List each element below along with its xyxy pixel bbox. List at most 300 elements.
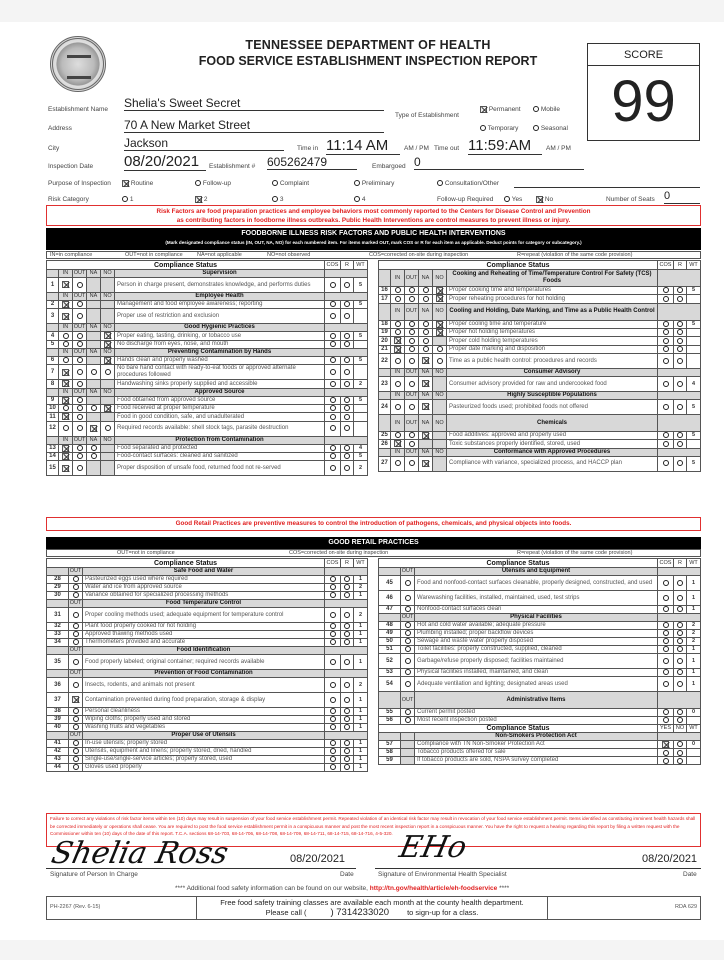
radio-circle-icon[interactable] — [330, 301, 336, 307]
radio-circle-icon[interactable] — [409, 321, 415, 327]
radio-circle-icon[interactable] — [405, 646, 411, 652]
radio-circle-icon[interactable] — [344, 397, 350, 403]
radio-circle-icon[interactable] — [344, 708, 350, 714]
radio-circle-icon[interactable] — [677, 460, 683, 466]
radio-circle-icon[interactable] — [330, 592, 336, 598]
radio-circle-icon[interactable] — [330, 659, 336, 665]
radio-circle-icon[interactable] — [344, 465, 350, 471]
radio-circle-icon[interactable] — [677, 658, 683, 664]
radio-circle-icon[interactable] — [77, 301, 83, 307]
risk-2-option[interactable]: 2 — [195, 196, 207, 203]
radio-circle-icon[interactable] — [405, 658, 411, 664]
consultation-other-line[interactable] — [514, 180, 700, 188]
radio-circle-icon[interactable] — [330, 756, 336, 762]
radio-circle-icon[interactable] — [77, 453, 83, 459]
item-weight — [687, 329, 701, 337]
table-row — [379, 638, 701, 646]
phone-number: ) 7314233020 — [330, 907, 390, 918]
marked-x-icon[interactable] — [104, 332, 111, 339]
marked-x-icon[interactable] — [422, 460, 429, 467]
item-weight — [687, 337, 701, 345]
radio-circle-icon[interactable] — [677, 681, 683, 687]
person-in-charge-signature[interactable]: Shelia Ross — [48, 836, 232, 871]
section-header: Food Temperature Control — [83, 600, 325, 608]
item-number: 30 — [47, 592, 69, 600]
radio-circle-icon[interactable] — [677, 296, 683, 302]
radio-circle-icon[interactable] — [663, 381, 669, 387]
radio-circle-icon — [437, 180, 443, 186]
risk-3-option[interactable]: 3 — [272, 196, 283, 203]
radio-circle-icon[interactable] — [663, 346, 669, 352]
radio-circle-icon[interactable] — [344, 333, 350, 339]
radio-circle-icon[interactable] — [677, 441, 683, 447]
radio-circle-icon[interactable] — [663, 321, 669, 327]
radio-circle-icon[interactable] — [77, 425, 83, 431]
radio-circle-icon[interactable] — [409, 346, 415, 352]
radio-circle-icon[interactable] — [423, 321, 429, 327]
radio-circle-icon[interactable] — [437, 346, 443, 352]
radio-circle-icon[interactable] — [344, 724, 350, 730]
radio-circle-icon[interactable] — [423, 338, 429, 344]
radio-circle-icon[interactable] — [409, 460, 415, 466]
report-title-line2: FOOD SERVICE ESTABLISHMENT INSPECTION REPORT — [198, 54, 538, 68]
radio-circle-icon[interactable] — [344, 341, 350, 347]
radio-circle-icon[interactable] — [663, 329, 669, 335]
marked-x-icon[interactable] — [104, 405, 111, 412]
radio-circle-icon[interactable] — [344, 612, 350, 618]
radio-circle-icon[interactable] — [405, 669, 411, 675]
item-weight: 2 — [354, 461, 368, 476]
marked-x-icon[interactable] — [90, 425, 97, 432]
marked-x-icon[interactable] — [394, 346, 401, 353]
marked-x-icon[interactable] — [394, 337, 401, 344]
radio-circle-icon[interactable] — [677, 338, 683, 344]
radio-circle-icon[interactable] — [663, 432, 669, 438]
item-number: 28 — [47, 576, 69, 584]
table-row — [47, 396, 368, 404]
radio-circle-icon[interactable] — [91, 445, 97, 451]
inspection-date-field[interactable]: 08/20/2021 — [124, 154, 206, 171]
item-weight: 5 — [354, 332, 368, 340]
table-row — [47, 332, 368, 340]
marked-x-icon[interactable] — [422, 432, 429, 439]
radio-circle-icon[interactable] — [73, 623, 79, 629]
radio-circle-icon[interactable] — [77, 381, 83, 387]
radio-circle-icon[interactable] — [663, 580, 669, 586]
radio-circle-icon[interactable] — [395, 432, 401, 438]
marked-x-icon[interactable] — [422, 403, 429, 410]
radio-circle-icon[interactable] — [77, 465, 83, 471]
fbi-table-right: Compliance Status COS R WT IN OUT NA NO Cooking and Reheating of Time/Temperature Control For Safety (TCS) Foods 16 Proper cooking time and temperatures 5 17 Proper reheating procedures for hot holding IN OUT NA NO Cooling and Holding, Date Marking, and Time as a Public Health Control 18 Proper cooling time and temperature 5 19 Proper hot holding temperatures 20 Proper cold holding temperatures 21 Proper date marking and disposition 22 Time as a public health control: procedures and records IN OUT NA NO Consumer Advisory 23 Consumer advisory provided for raw and undercooked food 4 IN OUT NA NO Highly Susceptible Populations 24 Pasteurized foods used; prohibited foods not offered 5 IN OUT NA NO Chemicals 25 Food additives: approved and properly used 5 26 Toxic substances properly identified, stored, used IN OUT NA NO Conformance with Approved Procedures 27 Compliance with variance, specialized process, and HACCP plan 5 — [378, 260, 701, 472]
radio-circle-icon[interactable] — [677, 741, 683, 747]
radio-circle-icon[interactable] — [63, 425, 69, 431]
radio-circle-icon[interactable] — [395, 381, 401, 387]
type-mobile-option[interactable]: Mobile — [533, 106, 560, 113]
marked-x-icon[interactable] — [62, 301, 69, 308]
city-field[interactable]: Jackson — [124, 136, 284, 151]
embargoed-field[interactable]: 0 — [414, 155, 584, 170]
radio-circle-icon[interactable] — [677, 595, 683, 601]
radio-circle-icon[interactable] — [663, 441, 669, 447]
radio-circle-icon[interactable] — [405, 717, 411, 723]
marked-x-icon[interactable] — [436, 295, 443, 302]
marked-x-icon[interactable] — [662, 741, 669, 748]
radio-circle-icon[interactable] — [663, 658, 669, 664]
radio-circle-icon[interactable] — [330, 708, 336, 714]
radio-circle-icon[interactable] — [344, 584, 350, 590]
radio-circle-icon[interactable] — [409, 338, 415, 344]
radio-circle-icon[interactable] — [677, 717, 683, 723]
radio-circle-icon[interactable] — [330, 397, 336, 403]
radio-circle-icon[interactable] — [77, 445, 83, 451]
establishment-name-field[interactable]: Shelia's Sweet Secret — [124, 96, 384, 111]
marked-x-icon[interactable] — [72, 696, 79, 703]
radio-circle-icon[interactable] — [405, 595, 411, 601]
table-row — [379, 377, 701, 392]
item-weight — [687, 717, 701, 725]
purpose-routine-option[interactable]: Routine — [122, 180, 153, 187]
radio-circle-icon[interactable] — [677, 622, 683, 628]
radio-circle-icon[interactable] — [663, 669, 669, 675]
radio-circle-icon[interactable] — [344, 764, 350, 770]
radio-circle-icon[interactable] — [63, 333, 69, 339]
radio-circle-icon[interactable] — [677, 432, 683, 438]
marked-x-icon[interactable] — [104, 357, 111, 364]
ehs-signature[interactable]: EHo — [396, 830, 470, 865]
radio-circle-icon[interactable] — [330, 740, 336, 746]
radio-circle-icon[interactable] — [330, 623, 336, 629]
marked-x-icon[interactable] — [436, 287, 443, 294]
radio-circle-icon[interactable] — [77, 369, 83, 375]
radio-circle-icon[interactable] — [344, 425, 350, 431]
item-description: Warewashing facilities, installed, maintained, used, test strips — [415, 591, 658, 606]
radio-circle-icon[interactable] — [330, 697, 336, 703]
marked-x-icon[interactable] — [62, 281, 69, 288]
radio-circle-icon[interactable] — [73, 682, 79, 688]
radio-circle-icon[interactable] — [663, 338, 669, 344]
radio-circle-icon[interactable] — [77, 357, 83, 363]
marked-x-icon[interactable] — [104, 341, 111, 348]
radio-circle-icon[interactable] — [395, 404, 401, 410]
radio-circle-icon[interactable] — [330, 748, 336, 754]
risk-1-option[interactable]: 1 — [122, 196, 133, 203]
radio-circle-icon[interactable] — [677, 638, 683, 644]
marked-x-icon[interactable] — [62, 369, 69, 376]
radio-circle-icon[interactable] — [677, 750, 683, 756]
marked-x-icon[interactable] — [436, 329, 443, 336]
table-row — [379, 354, 701, 369]
radio-circle-icon[interactable] — [405, 709, 411, 715]
radio-circle-icon[interactable] — [344, 748, 350, 754]
radio-circle-icon[interactable] — [73, 764, 79, 770]
time-out-field[interactable]: 11:59:AM — [468, 138, 542, 155]
radio-circle-icon[interactable] — [77, 282, 83, 288]
radio-circle-icon[interactable] — [344, 631, 350, 637]
radio-circle-icon[interactable] — [344, 445, 350, 451]
radio-circle-icon[interactable] — [344, 756, 350, 762]
radio-circle-icon[interactable] — [77, 333, 83, 339]
marked-x-icon[interactable] — [62, 397, 69, 404]
radio-circle-icon[interactable] — [344, 623, 350, 629]
followup-no-option[interactable]: No — [536, 196, 553, 203]
radio-circle-icon[interactable] — [409, 287, 415, 293]
marked-x-icon[interactable] — [62, 465, 69, 472]
marked-x-icon[interactable] — [394, 440, 401, 447]
item-number: 49 — [379, 630, 401, 638]
marked-x-icon[interactable] — [62, 453, 69, 460]
radio-circle-icon[interactable] — [73, 708, 79, 714]
item-description: Food-contact surfaces: cleaned and sanitized — [115, 453, 325, 461]
radio-circle-icon[interactable] — [77, 405, 83, 411]
radio-circle-icon[interactable] — [344, 453, 350, 459]
radio-circle-icon[interactable] — [663, 758, 669, 764]
item-weight: 5 — [687, 456, 701, 471]
marked-x-icon[interactable] — [62, 413, 69, 420]
radio-circle-icon[interactable] — [330, 576, 336, 582]
risk-4-option[interactable]: 4 — [354, 196, 365, 203]
radio-circle-icon[interactable] — [423, 329, 429, 335]
establishment-number-field[interactable]: 605262479 — [267, 155, 357, 170]
marked-x-icon[interactable] — [422, 357, 429, 364]
radio-circle-icon[interactable] — [677, 287, 683, 293]
radio-circle-icon[interactable] — [409, 441, 415, 447]
fbi-section-subtitle: (Mark designated compliance status (IN, OUT, NA, NO) for each numbered item. For items marked OUT, mark COS or R for each item as applicable. Deduct points for category or subcategory.) — [165, 240, 582, 245]
radio-circle-icon[interactable] — [409, 358, 415, 364]
radio-circle-icon[interactable] — [663, 622, 669, 628]
marked-x-icon[interactable] — [62, 445, 69, 452]
radio-circle-icon[interactable] — [677, 580, 683, 586]
radio-circle-icon[interactable] — [405, 630, 411, 636]
item-number: 53 — [379, 669, 401, 677]
radio-circle-icon — [272, 196, 278, 202]
radio-circle-icon[interactable] — [344, 592, 350, 598]
marked-x-icon[interactable] — [422, 380, 429, 387]
radio-circle-icon[interactable] — [405, 638, 411, 644]
radio-circle-icon[interactable] — [330, 682, 336, 688]
top-edge — [0, 0, 724, 22]
radio-circle-icon[interactable] — [330, 453, 336, 459]
item-description: Most recent inspection posted — [415, 717, 658, 725]
radio-circle-icon[interactable] — [395, 358, 401, 364]
radio-circle-icon[interactable] — [73, 612, 79, 618]
radio-circle-icon[interactable] — [73, 631, 79, 637]
radio-circle-icon[interactable] — [344, 659, 350, 665]
purpose-complaint-option[interactable]: Complaint — [272, 180, 309, 187]
item-description: Management and food employee awareness; reporting — [115, 301, 325, 309]
radio-circle-icon[interactable] — [409, 404, 415, 410]
purpose-consultation-option[interactable]: Consultation/Other — [437, 180, 499, 187]
radio-circle-icon[interactable] — [409, 329, 415, 335]
radio-circle-icon[interactable] — [677, 606, 683, 612]
radio-circle-icon[interactable] — [663, 460, 669, 466]
radio-circle-icon[interactable] — [330, 369, 336, 375]
radio-circle-icon[interactable] — [663, 404, 669, 410]
radio-circle-icon[interactable] — [423, 346, 429, 352]
radio-circle-icon[interactable] — [663, 717, 669, 723]
radio-circle-icon[interactable] — [344, 313, 350, 319]
radio-circle-icon[interactable] — [405, 606, 411, 612]
radio-circle-icon[interactable] — [344, 740, 350, 746]
item-description: Food in good condition, safe, and unadulterated — [115, 413, 325, 421]
radio-circle-icon[interactable] — [409, 381, 415, 387]
radio-circle-icon[interactable] — [677, 358, 683, 364]
radio-circle-icon[interactable] — [73, 584, 79, 590]
radio-circle-icon[interactable] — [395, 321, 401, 327]
radio-circle-icon[interactable] — [423, 287, 429, 293]
radio-circle-icon[interactable] — [330, 716, 336, 722]
radio-circle-icon[interactable] — [105, 425, 111, 431]
radio-circle-icon[interactable] — [663, 646, 669, 652]
radio-circle-icon[interactable] — [677, 630, 683, 636]
radio-circle-icon[interactable] — [344, 639, 350, 645]
radio-circle-icon[interactable] — [344, 682, 350, 688]
item-weight: 1 — [354, 748, 368, 756]
marked-x-icon[interactable] — [62, 313, 69, 320]
radio-circle-icon[interactable] — [663, 595, 669, 601]
radio-circle-icon[interactable] — [91, 453, 97, 459]
radio-circle-icon[interactable] — [677, 381, 683, 387]
radio-circle-icon — [195, 180, 201, 186]
radio-circle-icon[interactable] — [437, 358, 443, 364]
radio-circle-icon[interactable] — [73, 639, 79, 645]
radio-circle-icon[interactable] — [330, 381, 336, 387]
radio-circle-icon[interactable] — [73, 716, 79, 722]
radio-circle-icon[interactable] — [405, 580, 411, 586]
seats-field[interactable]: 0 — [664, 189, 700, 204]
radio-circle-icon[interactable] — [663, 606, 669, 612]
radio-circle-icon — [533, 106, 539, 112]
radio-circle-icon[interactable] — [677, 329, 683, 335]
grp-legend: OUT=not in compliance COS=corrected on-site during inspection R=repeat (violation of the same code provision) — [46, 549, 701, 557]
type-permanent-option[interactable]: Permanent — [480, 106, 521, 113]
radio-circle-icon[interactable] — [77, 397, 83, 403]
radio-circle-icon[interactable] — [395, 460, 401, 466]
radio-circle-icon[interactable] — [330, 405, 336, 411]
website-link[interactable]: http://tn.gov/health/article/eh-foodservice — [369, 885, 498, 892]
radio-circle-icon[interactable] — [77, 313, 83, 319]
radio-circle-icon[interactable] — [330, 639, 336, 645]
radio-circle-icon[interactable] — [677, 346, 683, 352]
radio-circle-icon[interactable] — [344, 697, 350, 703]
radio-circle-icon[interactable] — [330, 724, 336, 730]
radio-circle-icon[interactable] — [395, 287, 401, 293]
item-description: Food and nonfood-contact surfaces cleanable, properly designed, constructed, and used — [415, 576, 658, 591]
radio-circle-icon[interactable] — [395, 329, 401, 335]
pic-date: 08/20/2021 — [290, 853, 346, 865]
radio-circle-icon[interactable] — [344, 357, 350, 363]
radio-circle-icon[interactable] — [63, 405, 69, 411]
marked-x-icon[interactable] — [436, 321, 443, 328]
radio-circle-icon[interactable] — [663, 681, 669, 687]
radio-circle-icon[interactable] — [344, 576, 350, 582]
radio-circle-icon[interactable] — [677, 669, 683, 675]
radio-circle-icon[interactable] — [663, 709, 669, 715]
address-field[interactable]: 70 A New Market Street — [124, 118, 384, 133]
radio-circle-icon[interactable] — [677, 404, 683, 410]
radio-circle-icon[interactable] — [73, 724, 79, 730]
radio-circle-icon[interactable] — [73, 756, 79, 762]
radio-circle-icon[interactable] — [63, 341, 69, 347]
table-row — [379, 432, 701, 440]
radio-circle-icon[interactable] — [330, 341, 336, 347]
radio-circle-icon[interactable] — [330, 333, 336, 339]
followup-yes-option[interactable]: Yes — [504, 196, 522, 203]
radio-circle-icon[interactable] — [73, 740, 79, 746]
radio-circle-icon[interactable] — [344, 414, 350, 420]
radio-circle-icon[interactable] — [344, 282, 350, 288]
radio-circle-icon[interactable] — [63, 357, 69, 363]
radio-circle-icon[interactable] — [663, 296, 669, 302]
radio-circle-icon[interactable] — [663, 750, 669, 756]
radio-circle-icon[interactable] — [405, 622, 411, 628]
type-seasonal-option[interactable]: Seasonal — [533, 125, 568, 132]
radio-circle-icon[interactable] — [330, 584, 336, 590]
radio-circle-icon[interactable] — [677, 646, 683, 652]
item-description: Toilet facilities: properly constructed, supplied, cleaned — [415, 646, 658, 654]
table-row — [379, 669, 701, 677]
section-header: Chemicals — [447, 415, 658, 432]
radio-circle-icon[interactable] — [105, 369, 111, 375]
radio-circle-icon[interactable] — [330, 445, 336, 451]
radio-circle-icon[interactable] — [77, 414, 83, 420]
purpose-preliminary-option[interactable]: Preliminary — [354, 180, 394, 187]
radio-circle-icon[interactable] — [73, 576, 79, 582]
radio-circle-icon[interactable] — [677, 321, 683, 327]
radio-circle-icon[interactable] — [344, 405, 350, 411]
radio-circle-icon[interactable] — [344, 716, 350, 722]
time-in-field[interactable]: 11:14 AM — [326, 138, 400, 155]
radio-circle-icon[interactable] — [330, 612, 336, 618]
radio-circle-icon[interactable] — [73, 592, 79, 598]
radio-circle-icon[interactable] — [330, 465, 336, 471]
purpose-followup-option[interactable]: Follow-up — [195, 180, 231, 187]
radio-circle-icon[interactable] — [663, 287, 669, 293]
radio-circle-icon[interactable] — [663, 630, 669, 636]
radio-circle-icon[interactable] — [91, 405, 97, 411]
radio-circle-icon[interactable] — [330, 357, 336, 363]
radio-circle-icon[interactable] — [77, 341, 83, 347]
radio-circle-icon[interactable] — [330, 764, 336, 770]
radio-circle-icon[interactable] — [423, 296, 429, 302]
item-number: 52 — [379, 654, 401, 669]
radio-circle-icon[interactable] — [409, 296, 415, 302]
radio-circle-icon[interactable] — [330, 425, 336, 431]
radio-circle-icon[interactable] — [344, 381, 350, 387]
radio-circle-icon[interactable] — [73, 748, 79, 754]
radio-circle-icon[interactable] — [330, 313, 336, 319]
radio-circle-icon[interactable] — [330, 631, 336, 637]
radio-circle-icon[interactable] — [677, 758, 683, 764]
radio-circle-icon[interactable] — [395, 296, 401, 302]
radio-circle-icon[interactable] — [409, 432, 415, 438]
marked-x-icon[interactable] — [62, 380, 69, 387]
type-temporary-option[interactable]: Temporary — [480, 125, 518, 132]
radio-circle-icon[interactable] — [330, 414, 336, 420]
radio-circle-icon[interactable] — [344, 369, 350, 375]
radio-circle-icon[interactable] — [330, 282, 336, 288]
type-of-establishment-label: Type of Establishment — [395, 112, 459, 119]
item-weight: 5 — [687, 432, 701, 440]
radio-circle-icon[interactable] — [663, 638, 669, 644]
radio-circle-icon[interactable] — [344, 301, 350, 307]
radio-circle-icon[interactable] — [73, 659, 79, 665]
radio-circle-icon[interactable] — [91, 369, 97, 375]
radio-circle-icon[interactable] — [677, 709, 683, 715]
radio-circle-icon[interactable] — [663, 358, 669, 364]
table-row — [47, 693, 368, 708]
table-row — [379, 329, 701, 337]
radio-circle-icon[interactable] — [405, 681, 411, 687]
